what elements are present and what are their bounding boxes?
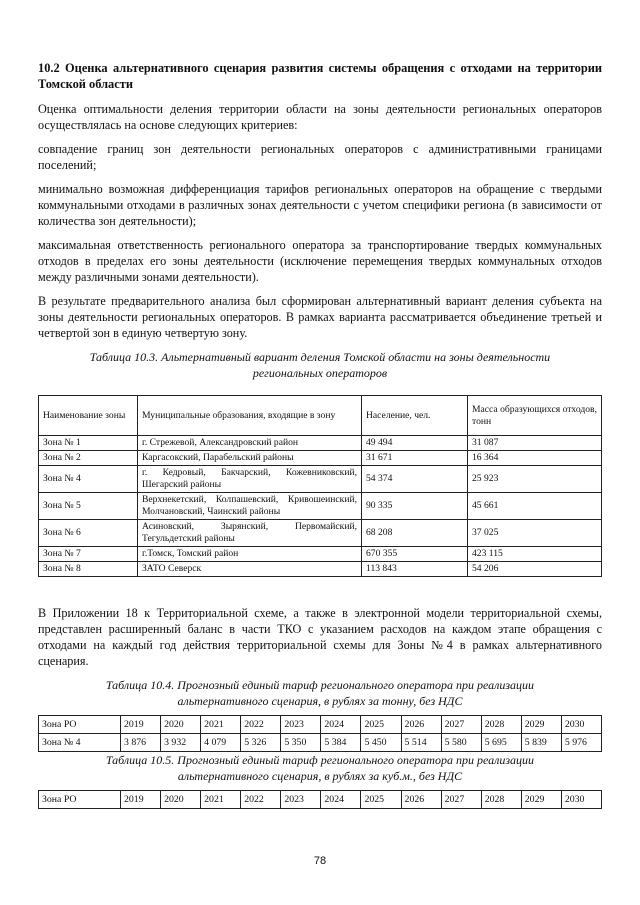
population-cell: 49 494 [362,436,468,451]
year-cell: 2024 [321,791,361,809]
table-row [39,466,602,493]
table-header-cell: Наименование зоны [39,396,138,436]
year-cell: 2026 [401,716,441,734]
tariff-per-m3-table [38,790,602,809]
mass-cell: 45 661 [468,493,602,520]
municipalities-cell: Асиновский, Зырянский, Первомайский, Тегульдетский районы [138,520,362,547]
table-caption: Таблица 10.4. Прогнозный единый тариф регионального оператора при реализации альтернативного сценария, в рублях за тонну, без НДС [105,678,535,708]
municipalities-cell: г.Томск, Томский район [138,547,362,562]
value-cell: 5 580 [441,734,481,752]
mass-cell: 37 025 [468,520,602,547]
table-row [39,493,602,520]
zone-cell: Зона № 4 [39,466,138,493]
year-cell: 2028 [481,716,521,734]
table-header-cell: Население, чел. [362,396,468,436]
table-row [39,436,602,451]
criterion-paragraph: максимальная ответственность регионального оператора за транспортирование твердых коммунальных отходов в пределах его зоны деятельности (исключение перемещения твердых коммунальных отходов между различными зонами деятельности). [38,238,602,284]
zone-cell: Зона № 4 [39,734,121,752]
year-cell: 2028 [481,791,521,809]
value-cell: 5 976 [561,734,601,752]
municipalities-cell: Верхнекетский, Колпашевский, Кривошеинский, Молчановский, Чаинский районы [138,493,362,520]
municipalities-cell: г. Стрежевой, Александровский район [138,436,362,451]
year-cell: 2022 [241,716,281,734]
year-cell: 2020 [161,716,201,734]
value-cell: 5 384 [321,734,361,752]
year-cell: 2021 [201,791,241,809]
population-cell: 113 843 [362,562,468,577]
value-cell: 5 695 [481,734,521,752]
zones-table [38,395,602,577]
criterion-paragraph: совпадение границ зон деятельности региональных операторов с административными границами поселений; [38,142,602,172]
value-cell: 5 350 [281,734,321,752]
value-cell: 4 079 [201,734,241,752]
table-row [39,562,602,577]
municipalities-cell: г. Кедровый, Бакчарский, Кожевниковский, Шегарский районы [138,466,362,493]
population-cell: 54 374 [362,466,468,493]
result-paragraph: В результате предварительного анализа был сформирован альтернативный вариант деления субъекта на зоны деятельности региональных операторов. В рамках варианта рассматривается объединение третьей и четвертой зон в единую четвертую зону. [38,294,602,340]
municipalities-cell: ЗАТО Северск [138,562,362,577]
year-cell: 2026 [401,791,441,809]
value-cell: 5 450 [361,734,401,752]
population-cell: 31 671 [362,451,468,466]
year-cell: 2023 [281,791,321,809]
page-number: 78 [313,855,327,867]
document-page [38,60,602,809]
year-cell: 2030 [561,716,601,734]
table-caption: Таблица 10.5. Прогнозный единый тариф регионального оператора при реализации альтернативного сценария, в рублях за куб.м., без НДС [105,753,535,783]
population-cell: 68 208 [362,520,468,547]
mass-cell: 25 923 [468,466,602,493]
value-cell: 5 326 [241,734,281,752]
mass-cell: 16 364 [468,451,602,466]
year-cell: 2030 [561,791,601,809]
year-cell: 2022 [241,791,281,809]
year-cell: 2021 [201,716,241,734]
year-cell: 2019 [121,716,161,734]
mass-cell: 31 087 [468,436,602,451]
table-row [39,520,602,547]
value-cell: 3 932 [161,734,201,752]
zone-cell: Зона № 6 [39,520,138,547]
table-row [39,547,602,562]
population-cell: 670 355 [362,547,468,562]
mass-cell: 423 115 [468,547,602,562]
year-cell: 2029 [521,716,561,734]
zone-cell: Зона № 5 [39,493,138,520]
year-cell: 2027 [441,791,481,809]
year-cell: 2019 [121,791,161,809]
zone-cell: Зона № 7 [39,547,138,562]
zone-header-cell: Зона РО [39,716,121,734]
table-header-cell: Масса образующихся отходов, тонн [468,396,602,436]
table-row [39,451,602,466]
criterion-paragraph: минимально возможная дифференциация тарифов региональных операторов на обращение с твердыми коммунальными отходами в различных зонах деятельности с учетом специфики региона (в зависимости от количества зон деятельности); [38,182,602,228]
table-header-row [39,791,602,809]
zone-cell: Зона № 1 [39,436,138,451]
appendix-paragraph: В Приложении 18 к Территориальной схеме, а также в электронной модели территориальной схемы, представлен расширенный баланс в части ТКО с указанием расходов на каждом этапе обращения с отходами на каждый год действия территориальной схемы для Зоны №4 в рамках альтернативного сценария. [38,606,602,668]
zone-cell: Зона № 8 [39,562,138,577]
section-heading: 10.2 Оценка альтернативного сценария развития системы обращения с отходами на территории Томской области [38,61,602,91]
table-header-row [39,396,602,436]
zone-cell: Зона № 2 [39,451,138,466]
zone-header-cell: Зона РО [39,791,121,809]
year-cell: 2023 [281,716,321,734]
intro-paragraph: Оценка оптимальности деления территории области на зоны деятельности региональных операторов осуществлялась на основе следующих критериев: [38,102,602,132]
year-cell: 2027 [441,716,481,734]
mass-cell: 54 206 [468,562,602,577]
year-cell: 2025 [361,791,401,809]
table-caption: Таблица 10.3. Альтернативный вариант деления Томской области на зоны деятельности региональных операторов [89,350,551,380]
value-cell: 3 876 [121,734,161,752]
year-cell: 2020 [161,791,201,809]
value-cell: 5 839 [521,734,561,752]
year-cell: 2029 [521,791,561,809]
table-header-cell: Муниципальные образования, входящие в зону [138,396,362,436]
tariff-per-ton-table [38,715,602,752]
table-row [39,734,602,752]
population-cell: 90 335 [362,493,468,520]
year-cell: 2024 [321,716,361,734]
value-cell: 5 514 [401,734,441,752]
year-cell: 2025 [361,716,401,734]
table-header-row [39,716,602,734]
municipalities-cell: Каргасокский, Парабельский районы [138,451,362,466]
